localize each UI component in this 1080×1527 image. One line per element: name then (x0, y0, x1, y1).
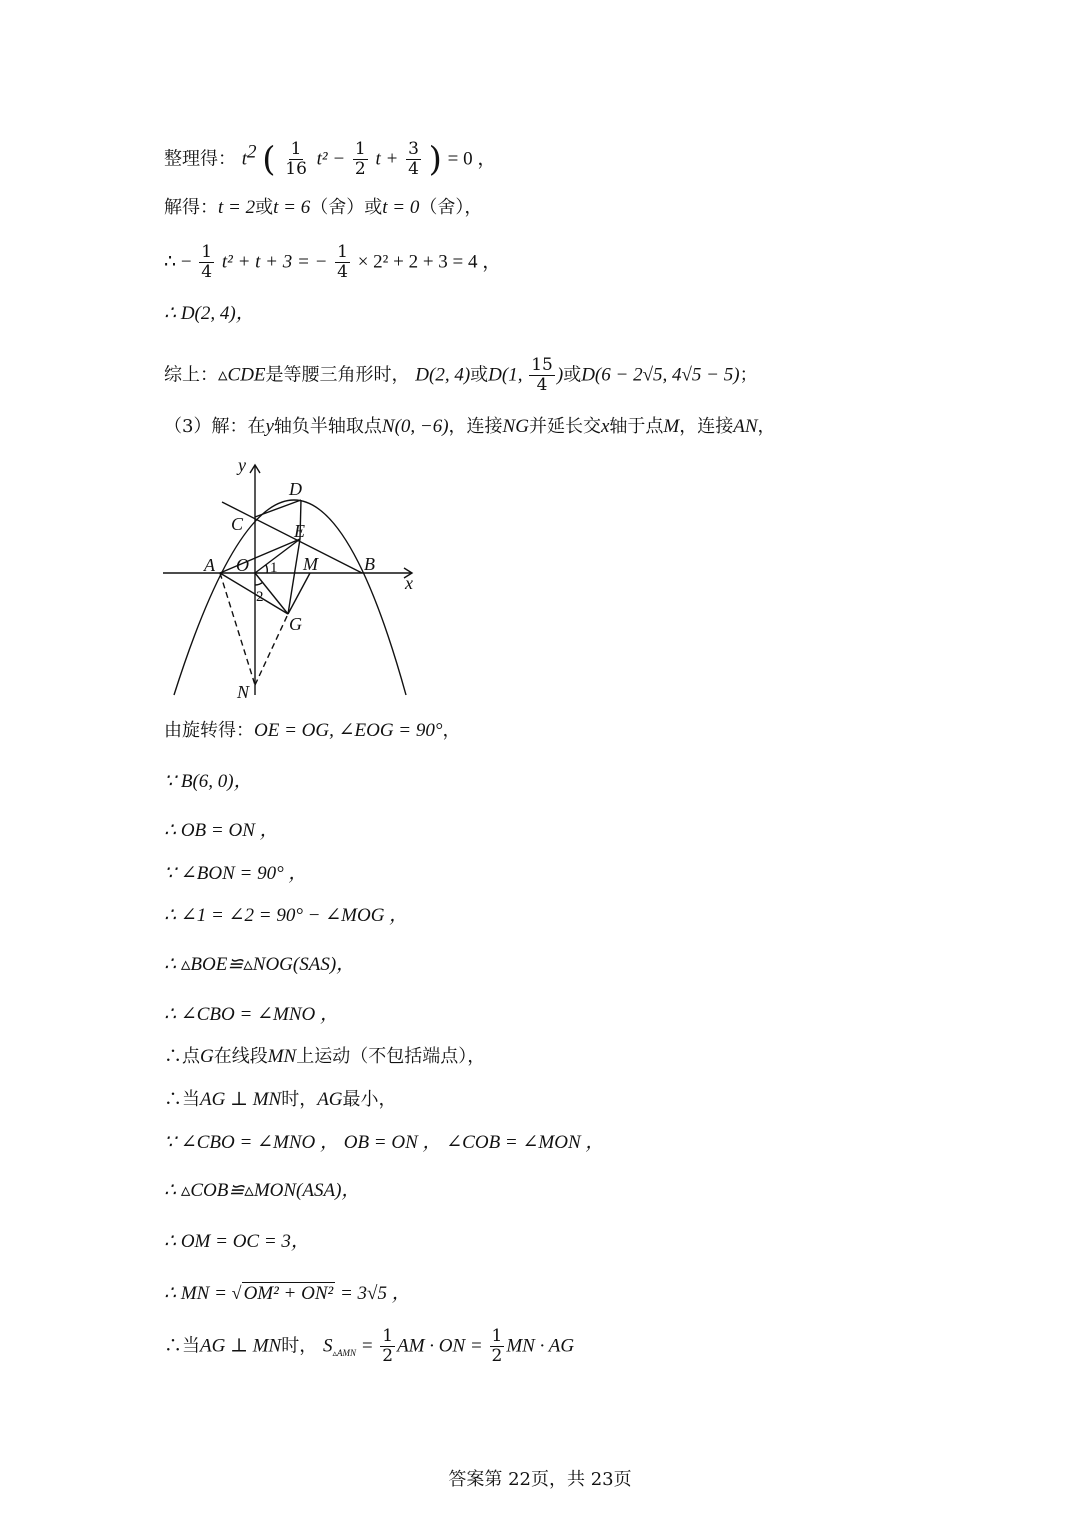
label-d: D (289, 479, 302, 499)
label-x: x (405, 573, 413, 593)
dashed-an (220, 573, 255, 685)
proof-line-angles: ∴ ∠1 = ∠2 = 90° − ∠MOG ， (164, 905, 409, 926)
proof-line-bon: ∵ ∠BON = 90° ， (164, 863, 308, 884)
part3-intro: （3）解：在y轴负半轴取点N(0, −6)，连接NG并延长交x轴于点M，连接AN， (164, 416, 776, 437)
label-a: A (204, 555, 215, 575)
label-angle-1: 1 (270, 560, 278, 576)
point-d-line: ∴ D(2, 4)， (164, 303, 255, 324)
equation-line-1: 整理得： $t^2$ ( $\frac{1}{16}$ t² − $\frac{1}{2}$ t + $\frac{3}{4}$ ) = 0 ， (164, 139, 497, 180)
angle-2-arc (255, 582, 263, 585)
label-angle-2: 2 (256, 589, 264, 605)
proof-line-congruent-asa: ∴ ▵COB≌▵MON(ASA)， (164, 1180, 361, 1201)
label-n: N (237, 682, 250, 702)
label-o: O (236, 555, 249, 575)
proof-line-cbo-mno: ∴ ∠CBO = ∠MNO ， (164, 1004, 339, 1025)
proof-line-congruent-sas: ∴ ▵BOE≌▵NOG(SAS)， (164, 954, 356, 975)
segment-ae (220, 539, 300, 573)
dashed-ng (255, 614, 288, 685)
label-e: E (294, 521, 305, 541)
label-m: M (303, 554, 318, 574)
proof-line-ob-on: ∴ OB = ON ， (164, 820, 279, 841)
label-b: B (364, 554, 375, 574)
proof-line-area: ∴当AG ⊥ MN时， $S_{▵AMN}$ = $\frac{1}{2}$ AM · ON = $\frac{1}{2}$ MN · AG (164, 1326, 575, 1366)
label-c: C (231, 514, 244, 534)
segment-cd (255, 500, 301, 517)
geometry-figure (160, 455, 430, 705)
label-y: y (238, 455, 246, 475)
proof-line-ag-min: ∴当AG ⊥ MN时，AG最小， (164, 1089, 397, 1110)
solution-line: 解得：t = 2或t = 6（舍）或t = 0（舍）， (164, 197, 483, 218)
proof-line-given: ∵ ∠CBO = ∠MNO ， OB = ON ， ∠COB = ∠MON ， (164, 1132, 605, 1153)
page-footer: 答案第 22页，共 23页 (448, 1469, 632, 1490)
summary-line: 综上：▵CDE是等腰三角形时， D(2, 4)或D(1, $\frac{15}{4}$ )或D(6 − 2√5, 4√5 − 5)； (164, 355, 758, 395)
proof-line-b: ∵ B(6, 0)， (164, 771, 253, 792)
segment-ag (220, 573, 288, 614)
proof-line-om-oc: ∴ OM = OC = 3， (164, 1231, 310, 1252)
proof-line-mn: ∴ MN = √ OM² + ON² = 3√5 ， (164, 1283, 411, 1304)
proof-line-g-moves: ∴点G在线段MN上运动（不包括端点）， (164, 1046, 486, 1067)
equation-line-3: ∴ − $\frac{1}{4}$ t² + t + 3 = − $\frac{1}{4}$ × 2² + 2 + 3 = 4 ， (164, 242, 502, 282)
label-g: G (289, 614, 302, 634)
angle-1-arc (266, 565, 267, 573)
rotation-line: 由旋转得：OE = OG, ∠EOG = 90°， (164, 720, 461, 741)
